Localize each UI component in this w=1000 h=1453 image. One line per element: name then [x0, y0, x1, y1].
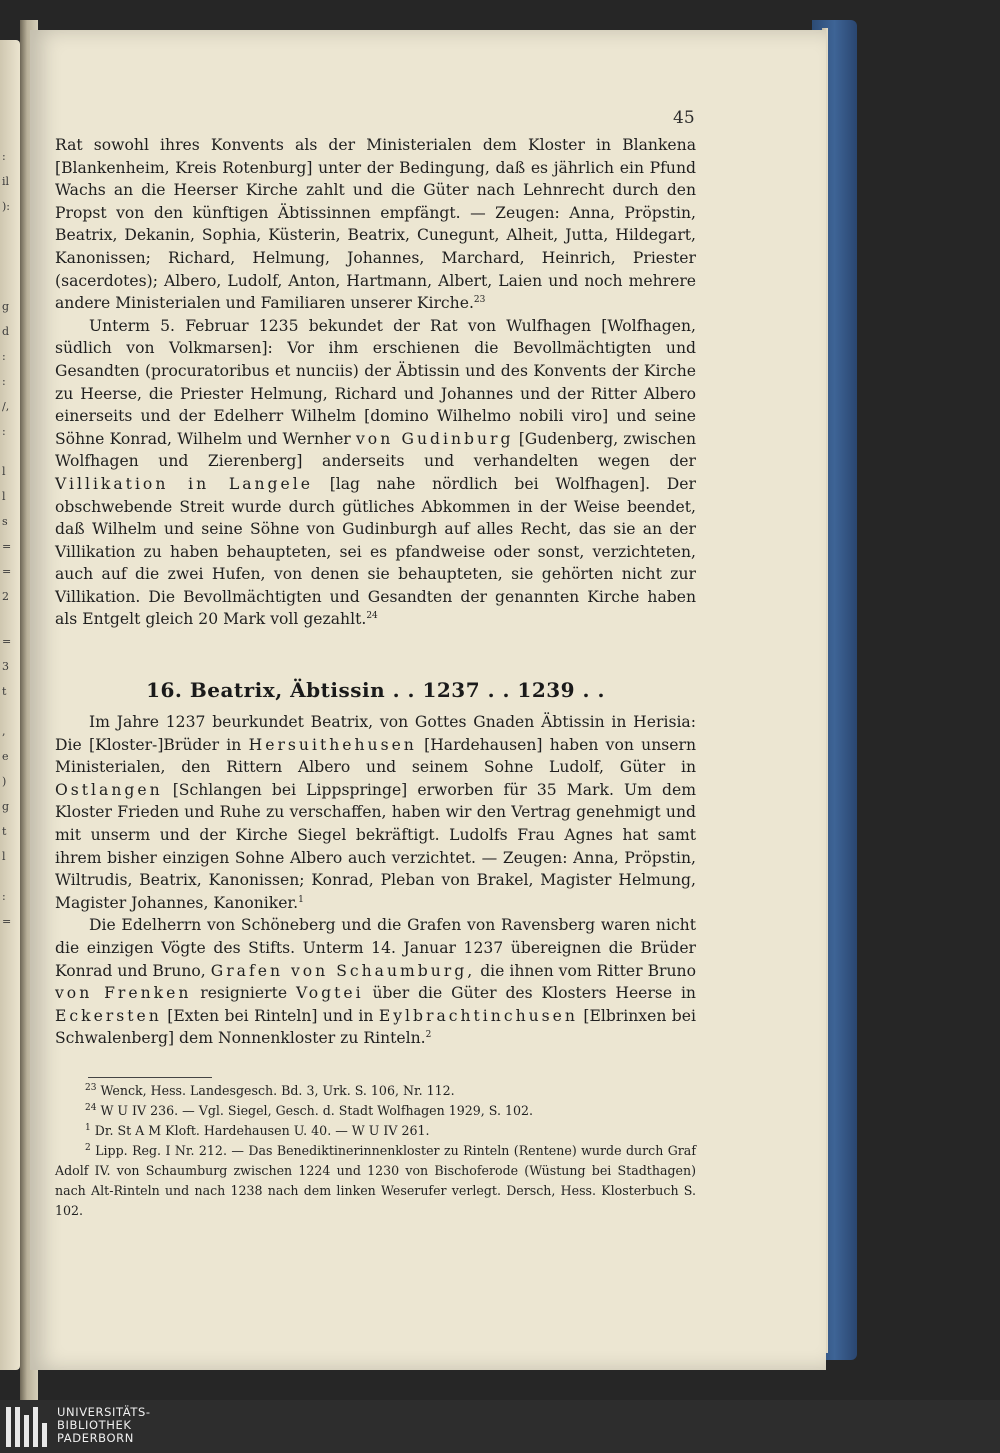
p4-spaced-grafen: Grafen von Schaumburg,: [210, 961, 476, 980]
footnotes: [55, 1081, 696, 1221]
footnote-ref-24: 24: [366, 611, 378, 622]
p3-spaced-hersuithehusen: Hersuithehusen: [248, 735, 417, 754]
paragraph-3: [55, 711, 696, 914]
spaced-villikation: Villikation in Langele: [55, 474, 313, 493]
footnote-ref-1: 1: [298, 894, 304, 905]
footnote-divider: [88, 1077, 212, 1078]
body-text-bottom: [55, 711, 696, 1050]
footnote-1-text: Dr. St A M Kloft. Hardehausen U. 40. — W U IV 261.: [94, 1123, 430, 1138]
p4-a: Die Edelherrn von Schöneberg und die Grafen von Ravensberg waren nicht die einzigen Vögte des Stifts. Unterm 14. Januar 1237 übereignen die Brüder Konrad und Bruno,: [55, 916, 696, 980]
paragraph-2-text-b: [Gudenberg, zwischen Wolfhagen und Zierenberg] anderseits und verhandelten wegen der: [55, 429, 697, 471]
footnote-23: [55, 1081, 696, 1101]
paragraph-1: [55, 134, 696, 315]
footnote-2-num: 2: [85, 1142, 91, 1153]
paragraph-4: [55, 914, 696, 1050]
footnote-24-num: 24: [85, 1102, 97, 1113]
p4-f: [Elbrinxen bei Schwalenberg] dem Nonnenkloster zu Rinteln.: [55, 1006, 696, 1048]
library-name-line-1: UNIVERSITÄTS-: [57, 1405, 151, 1419]
left-margin-marks: : il ): g d : : /, : l l s = = 2 = 3 t , e ) g t l : =: [2, 150, 12, 928]
p4-b: die ihnen vom Ritter Bruno: [480, 961, 696, 980]
p4-spaced-vogtei: Vogtei: [295, 984, 364, 1003]
p4-d: über die Güter des Klosters Heerse in: [372, 984, 696, 1003]
p3-a: Im Jahre 1237 beurkundet Beatrix, von Gottes Gnaden Äbtissin in Herisia: Die [Kloster-]Brüder in: [55, 713, 696, 754]
paragraph-2-text-a: Unterm 5. Februar 1235 bekundet der Rat von Wulfhagen [Wolfhagen, südlich von Volkmarsen]: Vor ihm erschienen die Bevollmächtigten und Gesandten (procuratoribus et nunciis) der Äbtissin und des Konvents der Kirche zu Heerse, die Priester Helmung, Richard und Johannes und der Ritter Albero einerseits und der Edelherr Wilhelm [domino Wilhelmo nobili viro] und seine Söhne Konrad, Wilhelm und Wernher: [55, 316, 696, 448]
p4-spaced-eylbrachtinchusen: Eylbrachtinchusen: [378, 1006, 578, 1025]
body-text-top: [55, 134, 696, 631]
p3-c: [Schlangen bei Lippspringe] erworben für 35 Mark. Um dem Kloster Frieden und Ruhe zu verschaffen, haben wir den Vertrag genehmigt und mit unserm und der Kirche Siegel bekräftigt. Ludolfs Frau Agnes hat samt ihrem bisher einzigen Sohne Albero auch verzichtet. — Zeugen: Anna, Pröpstin, Wiltrudis, Beatrix, Kanonissen; Konrad, Pleban von Brakel, Magister Helmung, Magister Johannes, Kanoniker.: [55, 780, 696, 912]
footnote-23-num: 23: [85, 1082, 97, 1093]
footnote-23-text: Wenck, Hess. Landesgesch. Bd. 3, Urk. S. 106, Nr. 112.: [100, 1083, 455, 1098]
footnote-2-text: Lipp. Reg. I Nr. 212. — Das Benediktinerinnenkloster zu Rinteln (Rentene) wurde durch Graf Adolf IV. von Schaumburg zwischen 1224 und 1230 von Bischoferode (Wüstung bei Stadthagen) nach Alt-Rinteln und nach 1238 nach dem linken Weserufer verlegt. Dersch, Hess. Klosterbuch S. 102.: [55, 1143, 696, 1218]
page-number: 45: [673, 108, 695, 128]
footnote-2: [55, 1141, 696, 1221]
library-logo-icon: [6, 1407, 50, 1447]
library-name-line-3: PADERBORN: [57, 1431, 134, 1445]
library-name-line-2: BIBLIOTHEK: [57, 1418, 132, 1432]
footnote-ref-2: 2: [425, 1030, 432, 1041]
paragraph-1-text: Rat sowohl ihres Konvents als der Ministerialen dem Kloster in Blankena [Blankenheim, Kreis Rotenburg] unter der Bedingung, daß es jährlich ein Pfund Wachs an die Heerser Kirche zahlt und die Güter nach Lehnrecht durch den Propst von den künftigen Äbtissinnen empfängt. — Zeugen: Anna, Pröpstin, Beatrix, Dekanin, Sophia, Küsterin, Beatrix, Cunegunt, Alheit, Jutta, Hildegart, Kanonissen; Richard, Helmung, Johannes, Marchard, Heinrich, Priester (sacerdotes); Albero, Ludolf, Anton, Hartmann, Albert, Laien und noch mehrere andere Ministerialen und Familiaren unserer Kirche.: [55, 136, 696, 313]
section-heading: 16. Beatrix, Äbtissin . . 1237 . . 1239 . .: [146, 678, 605, 702]
p4-e: [Exten bei Rinteln] und in: [167, 1006, 374, 1025]
footnote-1: [55, 1121, 696, 1141]
p4-spaced-eckersten: Eckersten: [55, 1006, 162, 1025]
footnote-ref-23: 23: [473, 294, 486, 305]
p3-spaced-ostlangen: Ostlangen: [55, 780, 163, 799]
paragraph-2: [55, 315, 696, 631]
footnote-24: [55, 1101, 696, 1121]
p4-spaced-frenken: von Frenken: [55, 984, 192, 1003]
library-footer: [0, 1400, 1000, 1453]
paragraph-2-text-c: [lag nahe nördlich bei Wolfhagen]. Der obschwebende Streit wurde durch gütliches Abkommen in der Weise beendet, daß Wilhelm und seine Söhne von Gudinburgh auf alles Recht, das sie an der Villikation zu haben behaupteten, sei es pfandweise oder sonst, verzichteten, auch auf die zwei Hufen, von denen sie behaupteten, sie gehörten nicht zur Villikation. Die Bevollmächtigten und Gesandten der genannten Kirche haben als Entgelt gleich 20 Mark voll gezahlt.: [55, 474, 696, 629]
footnote-24-text: W U IV 236. — Vgl. Siegel, Gesch. d. Stadt Wolfhagen 1929, S. 102.: [100, 1103, 534, 1118]
spaced-von-gudinburg: von Gudinburg: [356, 429, 514, 448]
library-name: [57, 1406, 151, 1445]
p3-b: [Hardehausen] haben von unsern Ministerialen, den Rittern Albero und seinem Sohne Ludolf, Güter in: [55, 735, 696, 777]
p4-c: resignierte: [200, 984, 288, 1003]
footnote-1-num: 1: [85, 1122, 91, 1133]
